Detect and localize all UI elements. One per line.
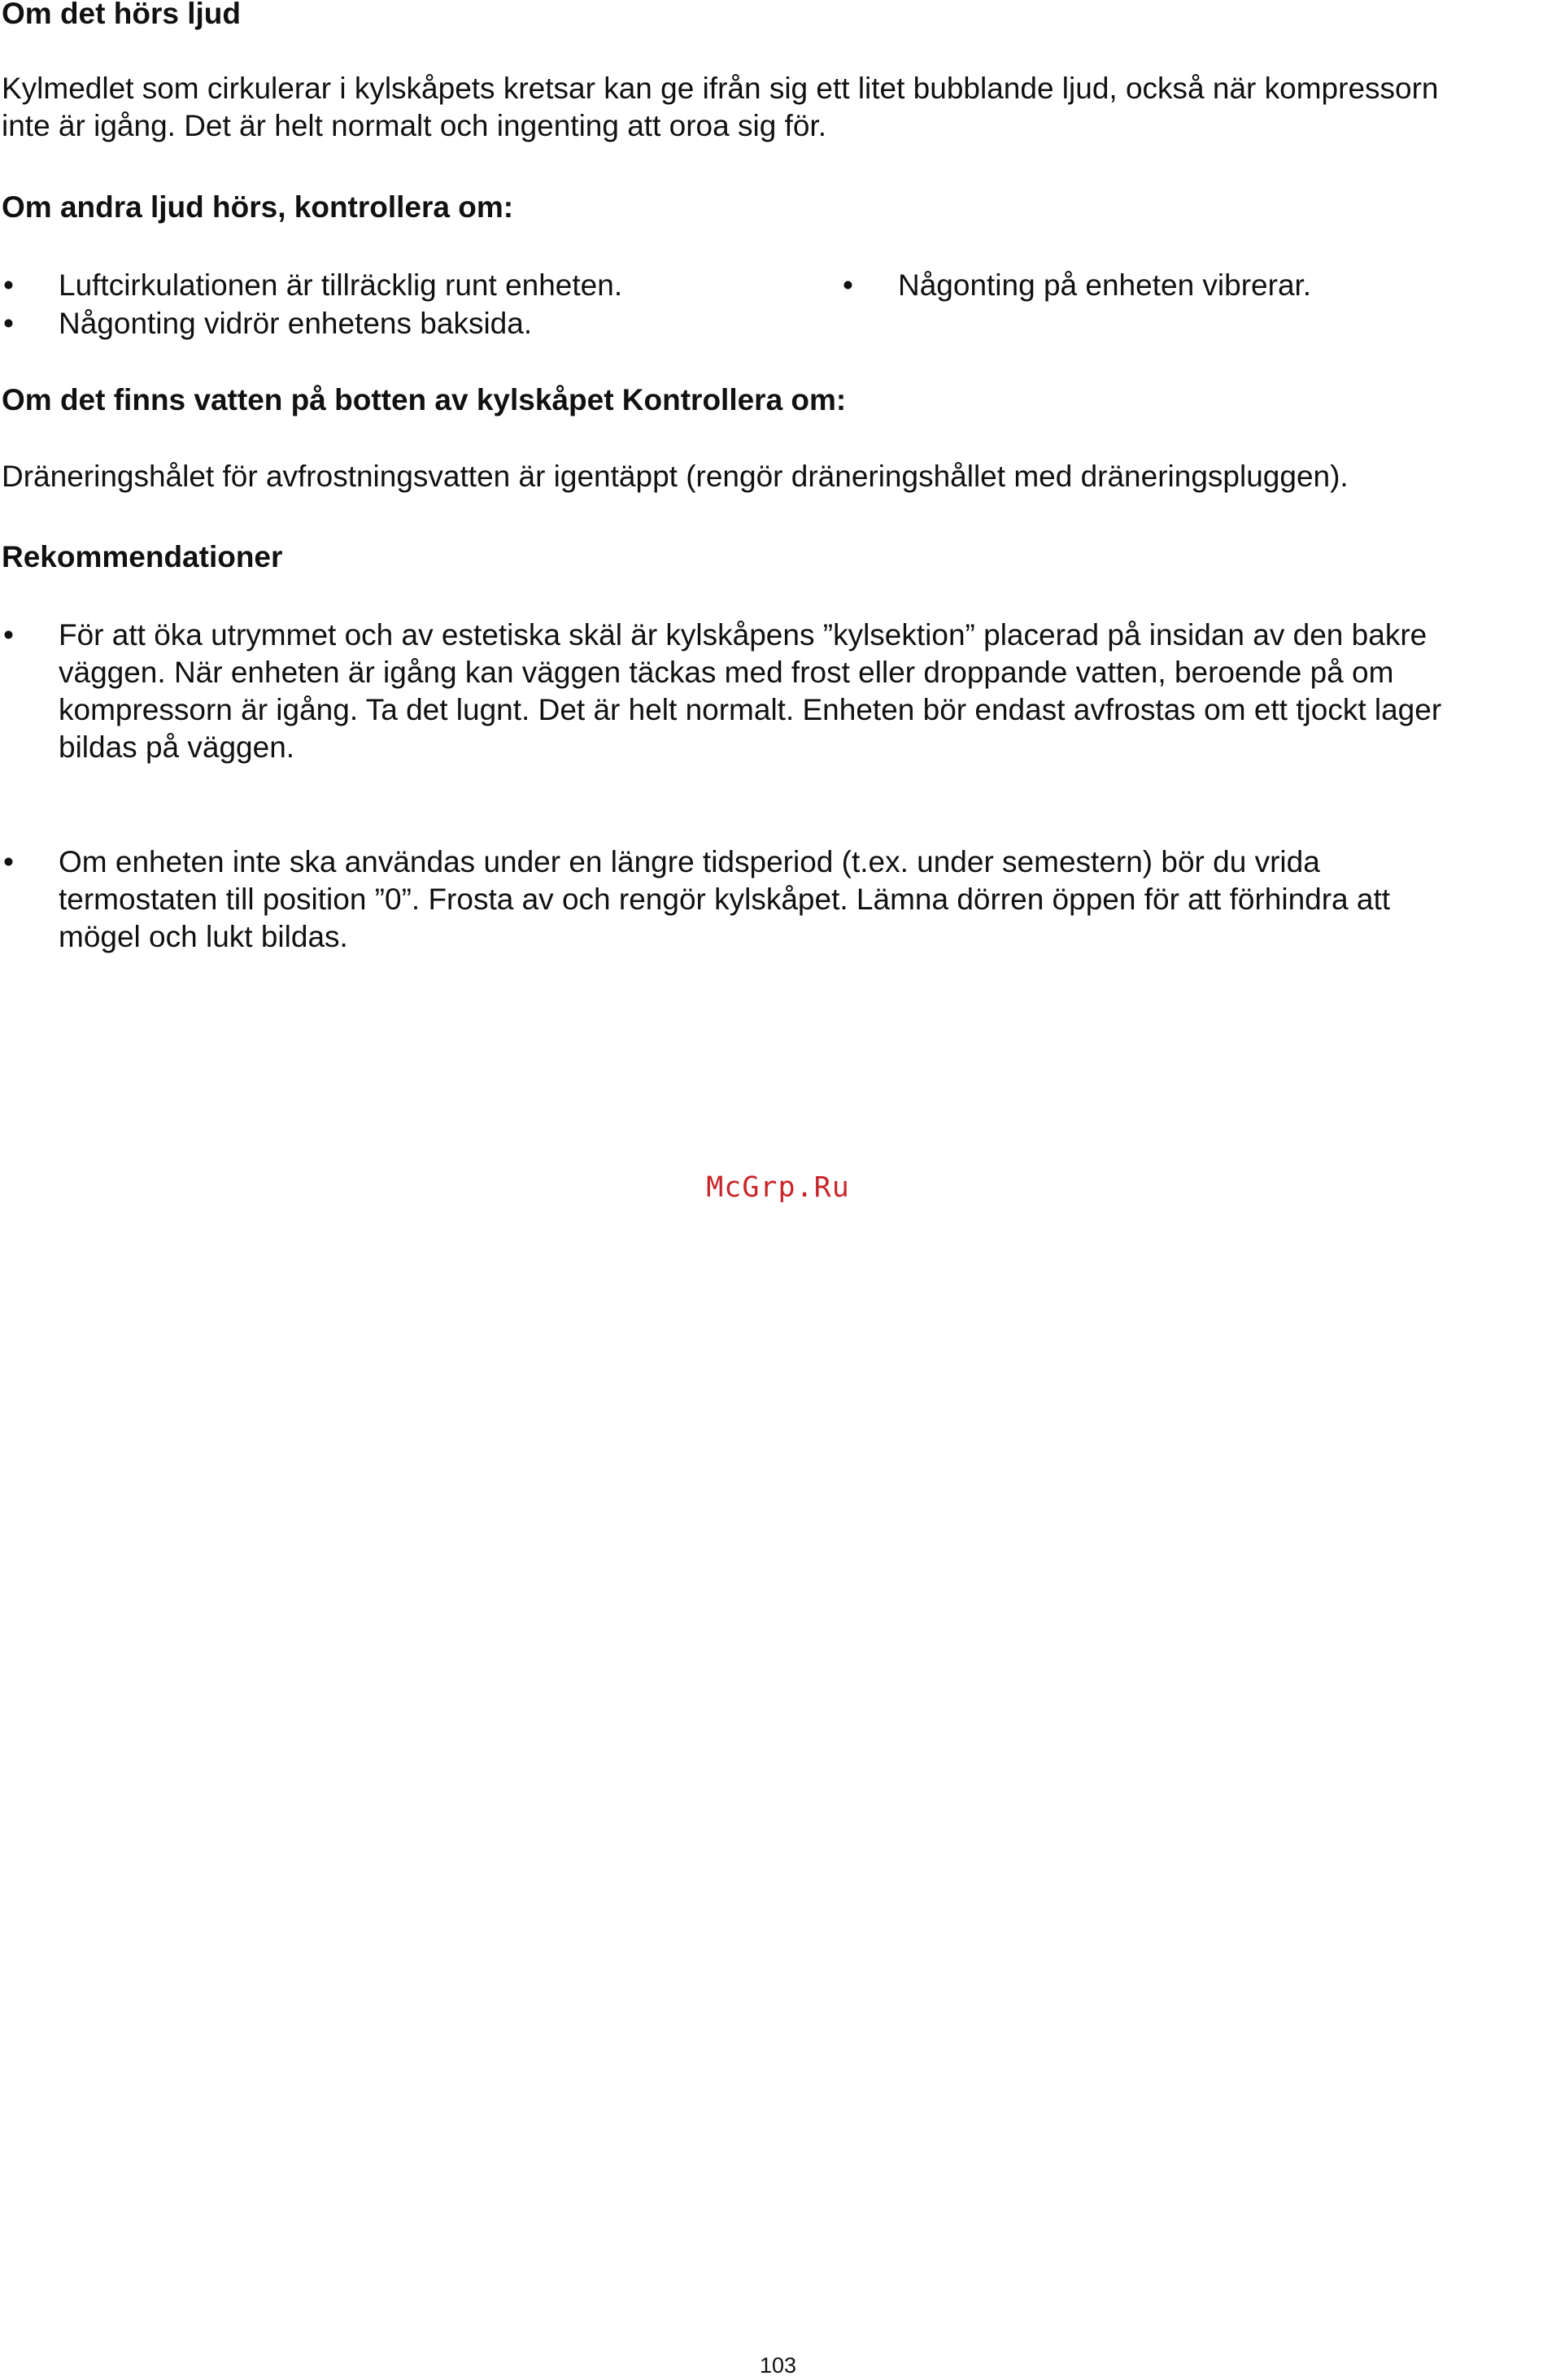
heading-other-sounds: Om andra ljud hörs, kontrollera om:	[2, 190, 514, 224]
list-item-text-line: För att öka utrymmet och av estetiska skäl är kylskåpens ”kylsektion” placerad på insidan av den bakre	[59, 618, 1427, 652]
list-item-text-line: bildas på väggen.	[59, 730, 295, 764]
list-item-text-line: mögel och lukt bildas.	[59, 920, 348, 953]
paragraph-refrigerant-line-1: Kylmedlet som cirkulerar i kylskåpets kretsar kan ge ifrån sig ett litet bubblande ljud, också när kompressorn	[2, 72, 1439, 105]
heading-water-bottom: Om det finns vatten på botten av kylskåpet Kontrollera om:	[2, 383, 847, 416]
list-item-text-line: termostaten till position ”0”. Frosta av och rengör kylskåpet. Lämna dörren öppen för att förhindra att	[59, 883, 1391, 916]
bullet-icon: •	[3, 845, 14, 878]
heading-recommendations: Rekommendationer	[2, 540, 283, 573]
list-item-text-line: kompressorn är igång. Ta det lugnt. Det är helt normalt. Enheten bör endast avfrostas om ett tjockt lager	[59, 693, 1442, 726]
bullet-icon: •	[3, 268, 14, 302]
paragraph-refrigerant-line-2: inte är igång. Det är helt normalt och ingenting att oroa sig för.	[2, 109, 826, 142]
list-item-text: Någonting på enheten vibrerar.	[898, 268, 1312, 302]
paragraph-drain-hole: Dräneringshålet för avfrostningsvatten är igentäppt (rengör dräneringshållet med dräneringspluggen).	[2, 460, 1349, 493]
page-number: 103	[759, 2353, 797, 2378]
watermark: McGrp.Ru	[706, 1171, 850, 1204]
heading-sounds: Om det hörs ljud	[2, 0, 241, 30]
list-item-text-line: väggen. När enheten är igång kan väggen täckas med frost eller droppande vatten, beroende på om	[59, 656, 1394, 689]
bullet-icon: •	[3, 618, 14, 652]
list-item-text: Luftcirkulationen är tillräcklig runt enheten.	[59, 268, 623, 302]
list-item-text: Någonting vidrör enhetens baksida.	[59, 307, 533, 340]
bullet-icon: •	[843, 268, 853, 302]
bullet-icon: •	[3, 307, 14, 340]
list-item-text-line: Om enheten inte ska användas under en längre tidsperiod (t.ex. under semestern) bör du vrida	[59, 845, 1320, 878]
